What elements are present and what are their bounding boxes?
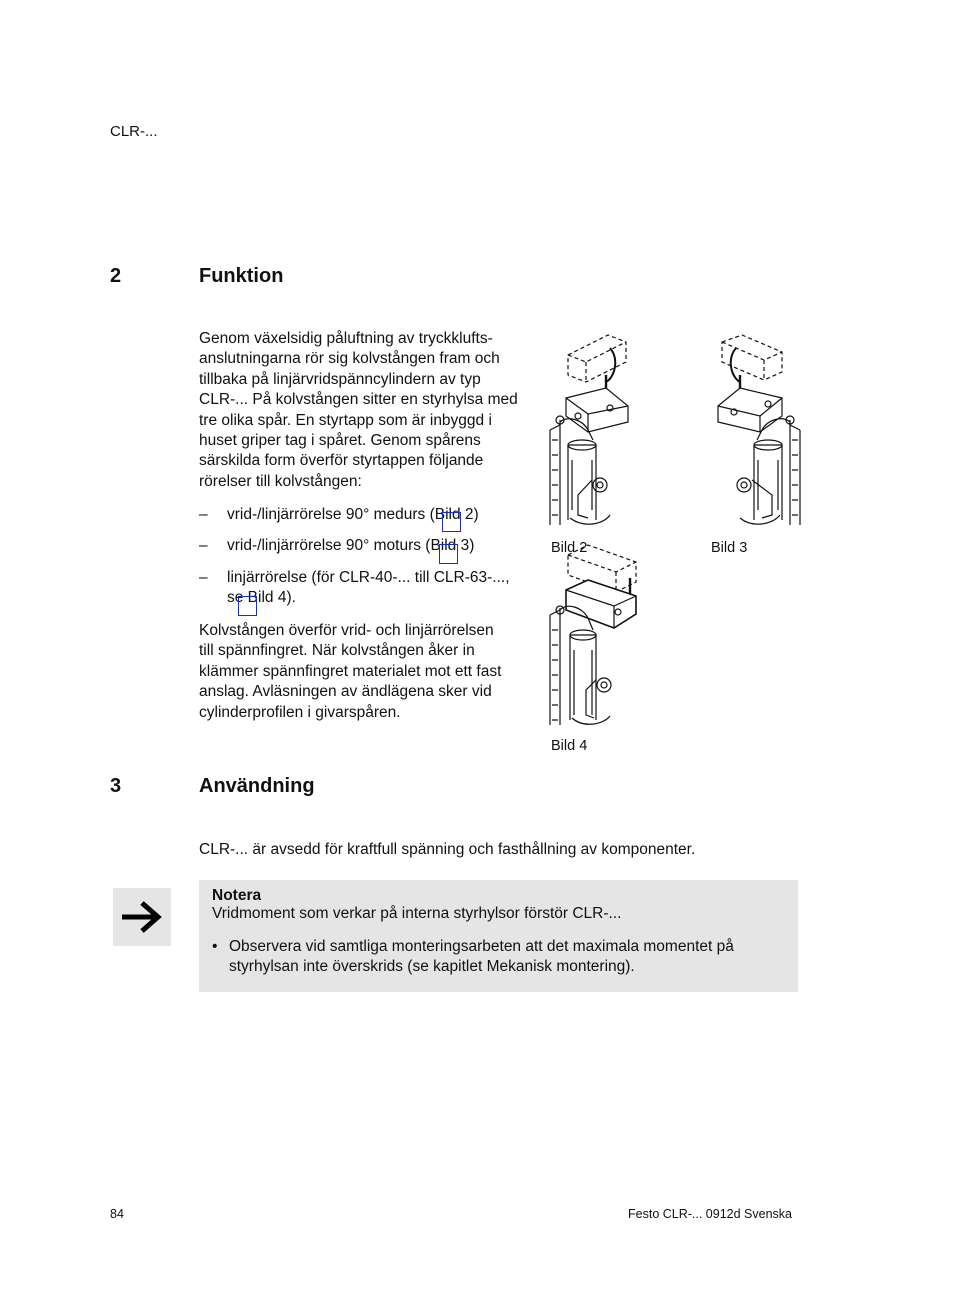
figure-link-bild2[interactable]: [442, 512, 461, 532]
text-line: tre olika spår. En styrtapp som är inbyggd i: [199, 411, 492, 429]
section-title: Funktion: [199, 265, 284, 287]
note-bullet-item: [212, 937, 792, 978]
figure-caption: Bild 2: [551, 540, 588, 556]
usage-paragraph: CLR-... är avsedd för kraftfull spänning och fasthållning av komponenter.: [199, 841, 696, 858]
text-line: rörelser till kolvstången:: [199, 472, 362, 490]
arrow-right-icon: [120, 899, 164, 935]
figure-link-bild3[interactable]: [439, 544, 458, 564]
text-line: Kolvstången överför vrid- och linjärrörelsen: [199, 622, 494, 639]
list-text: vrid-/linjärrörelse 90° medurs (Bild 2): [227, 506, 479, 523]
figure-bild3: [712, 330, 802, 530]
note-box: [199, 880, 798, 992]
text-line: anslag. Avläsningen av ändlägena sker vid: [199, 683, 492, 701]
text-line: CLR-... På kolvstången sitter en styrhylsa med: [199, 391, 518, 409]
intro-paragraph: [199, 329, 539, 492]
note-text: Vridmoment som verkar på interna styrhylsor förstör CLR-...: [212, 905, 622, 922]
note-title: Notera: [212, 887, 262, 904]
list-text: linjärrörelse (för CLR-40-... till CLR-63-...,: [227, 569, 510, 586]
note-bullet-line: Observera vid samtliga monteringsarbeten att det maximala momentet på: [229, 938, 734, 955]
text-line: till spännfingret. När kolvstången åker in: [199, 642, 475, 660]
text-line: särskilda form överför styrtappen följande: [199, 452, 484, 470]
note-bullet-line: styrhylsan inte överskrids (se kapitlet Mekanisk montering).: [229, 958, 635, 976]
section-title: Användning: [199, 775, 315, 797]
outro-paragraph: [199, 621, 539, 723]
text-line: anslutningarna rör sig kolvstången fram och: [199, 350, 500, 368]
figure-bild2: [548, 330, 638, 530]
note-icon-box: [113, 888, 171, 946]
page-number: 84: [110, 1207, 124, 1221]
bullet-icon: •: [212, 938, 218, 955]
footer-doc-id: Festo CLR-... 0912d Svenska: [628, 1207, 792, 1221]
list-text: se Bild 4).: [227, 589, 296, 607]
text-line: cylinderprofilen i givarspåren.: [199, 703, 401, 721]
figure-bild4: [548, 540, 643, 730]
text-line: Genom växelsidig påluftning av tryckklufts-: [199, 330, 493, 347]
text-line: klämmer spännfingret materialet mot ett fast: [199, 662, 502, 680]
list-item: [199, 536, 539, 556]
list-text: vrid-/linjärrörelse 90° moturs (Bild 3): [227, 537, 475, 554]
running-header: CLR-...: [110, 123, 158, 140]
text-line: huset griper tag i spåret. Genom spårens: [199, 432, 481, 450]
list-dash: –: [199, 537, 208, 554]
list-dash: –: [199, 569, 208, 586]
text-line: tillbaka på linjärvridspänncylindern av typ: [199, 370, 481, 388]
list-item: [199, 505, 539, 525]
section-number: 3: [110, 775, 122, 797]
figure-caption: Bild 3: [711, 540, 748, 556]
section-number: 2: [110, 265, 122, 287]
figure-link-bild4[interactable]: [238, 596, 257, 616]
figure-caption: Bild 4: [551, 738, 588, 754]
list-dash: –: [199, 506, 208, 523]
